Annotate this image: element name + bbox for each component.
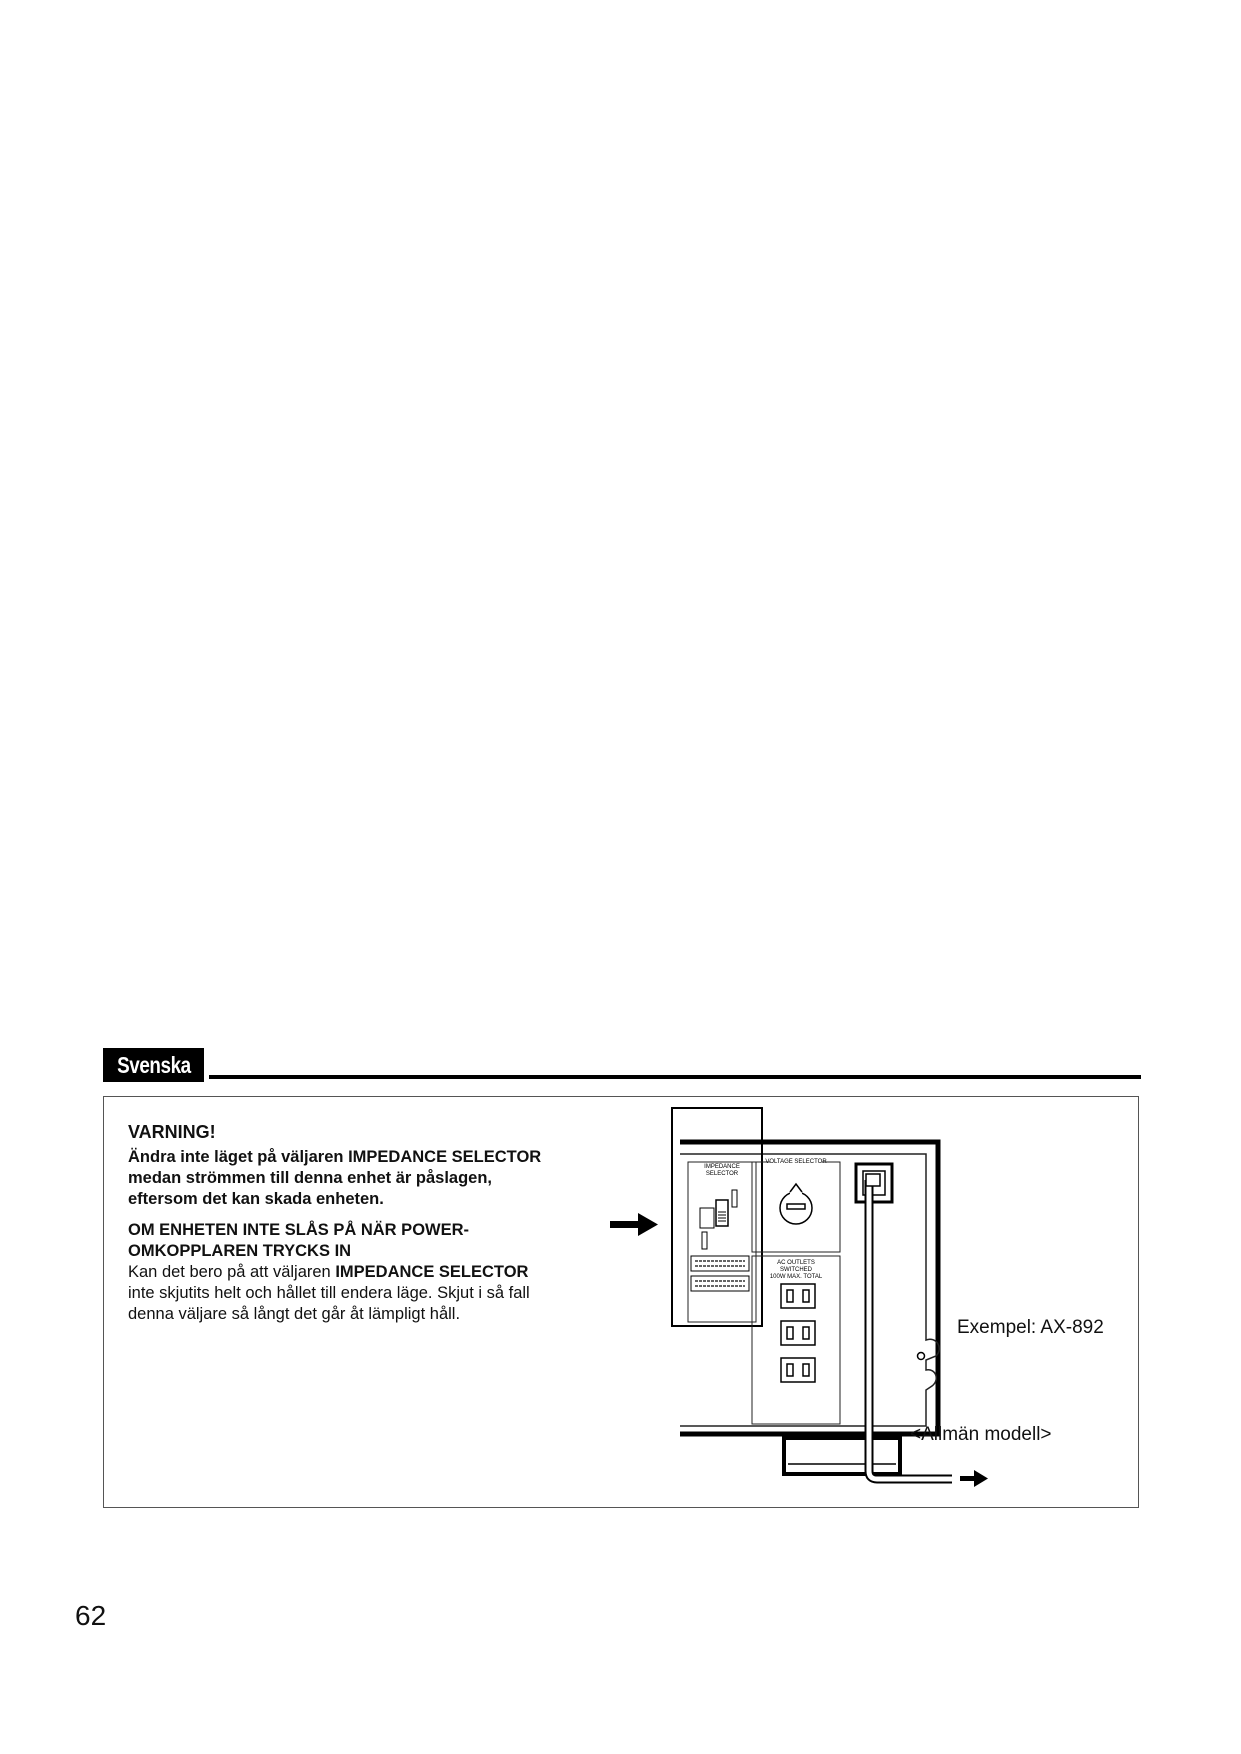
- page-number: 62: [75, 1600, 107, 1631]
- troubleshoot-body-end: inte skjutits helt och hållet till endera läge. Skjut i så fall denna väljare så långt det går åt lämpligt håll.: [128, 1284, 530, 1323]
- language-tab: [103, 1048, 204, 1082]
- ac-outlet-1: [781, 1284, 815, 1308]
- impedance-label-1: IMPEDANCE: [704, 1164, 740, 1170]
- ac-outlets-label-3: 100W MAX. TOTAL: [769, 1274, 823, 1280]
- caption-model: <Allmän modell>: [910, 1424, 1052, 1445]
- troubleshoot-title: OM ENHETEN INTE SLÅS PÅ NÄR POWER-OMKOPPLAREN TRYCKS IN: [128, 1221, 470, 1260]
- ac-outlet-3: [781, 1358, 815, 1382]
- warning-title: VARNING!: [128, 1122, 216, 1142]
- voltage-selector-knob: [780, 1184, 812, 1224]
- impedance-selector-switch: [700, 1190, 737, 1249]
- rear-panel-figure: [600, 1104, 1140, 1504]
- rear-panel-illustration: [600, 1104, 1140, 1504]
- troubleshoot-body-bold: IMPEDANCE SELECTOR: [335, 1263, 529, 1281]
- warning-body: Ändra inte läget på väljaren IMPEDANCE SELECTOR medan strömmen till denna enhet är påslagen, eftersom det kan skada enheten.: [128, 1148, 542, 1208]
- troubleshoot-body-start: Kan det bero på att väljaren: [128, 1263, 336, 1281]
- ac-outlets-label-2: SWITCHED: [780, 1267, 812, 1273]
- caption-example: Exempel: AX-892: [957, 1317, 1104, 1338]
- text-column: [128, 1122, 548, 1325]
- voltage-selector-label: VOLTAGE SELECTOR: [765, 1159, 827, 1165]
- language-label: Svenska: [116, 1051, 191, 1078]
- arrow-right-icon: [610, 1213, 658, 1236]
- troubleshoot-body: [128, 1262, 548, 1325]
- arrow-right-icon-cord: [960, 1470, 988, 1487]
- ac-outlet-2: [781, 1321, 815, 1345]
- ac-outlets-label-1: AC OUTLETS: [777, 1260, 815, 1266]
- impedance-label-2: SELECTOR: [705, 1171, 739, 1177]
- section-rule: [209, 1075, 1141, 1079]
